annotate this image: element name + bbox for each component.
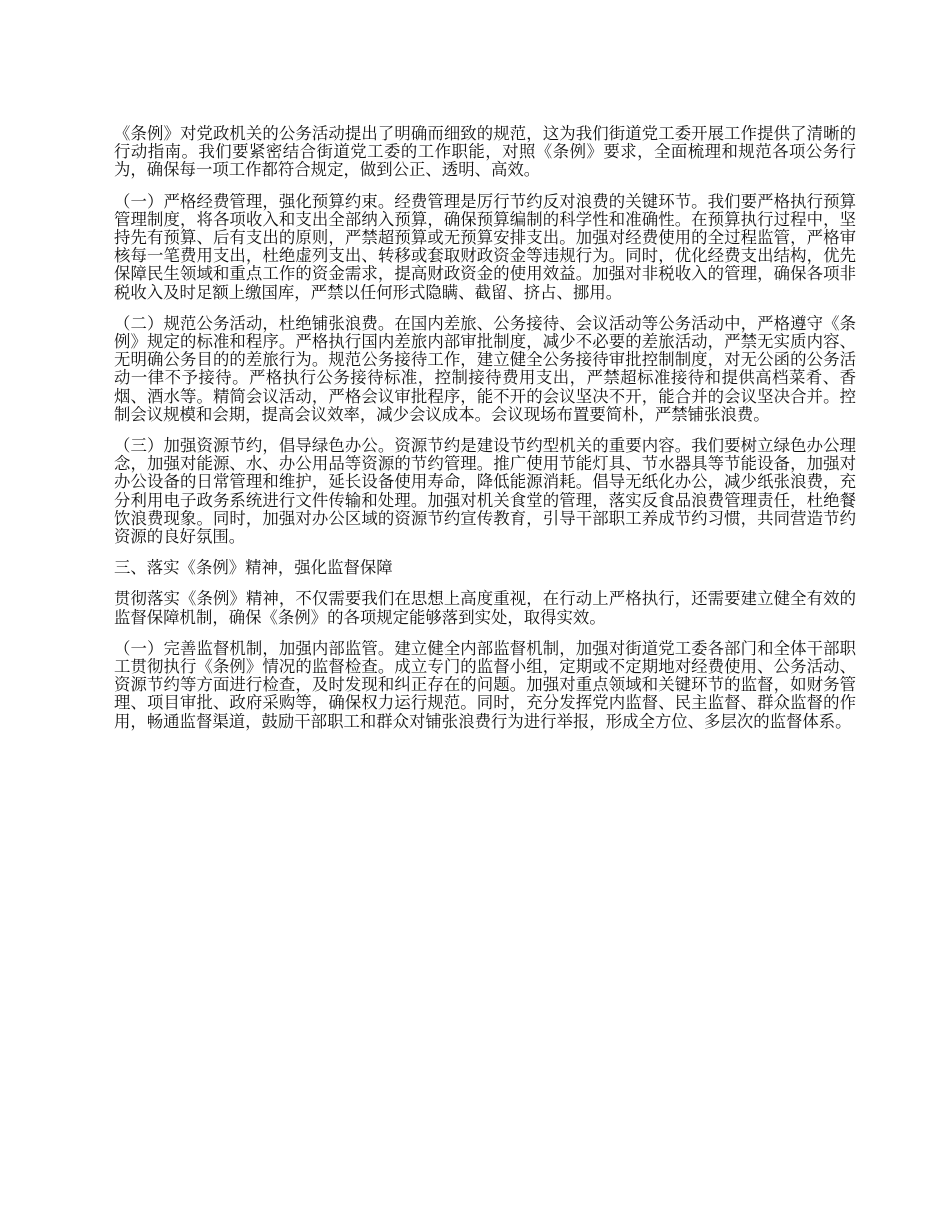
intro-paragraph: 《条例》对党政机关的公务活动提出了明确而细致的规范，这为我们街道党工委开展工作提供了清晰的行动指南。我们要紧密结合街道党工委的工作职能，对照《条例》要求，全面梳理和规范各项公务行为，确保每一项工作都符合规定，做到公正、透明、高效。: [114, 124, 856, 180]
document-page: [114, 125, 856, 744]
section-resource-saving-paragraph: （三）加强资源节约，倡导绿色办公。资源节约是建设节约型机关的重要内容。我们要树立绿色办公理念，加强对能源、水、办公用品等资源的节约管理。推广使用节能灯具、节水器具等节能设备，加强对办公设备的日常管理和维护，延长设备使用寿命，降低能源消耗。倡导无纸化办公，减少纸张浪费，充分利用电子政务系统进行文件传输和处理。加强对机关食堂的管理，落实反食品浪费管理责任，杜绝餐饮浪费现象。同时，加强对办公区域的资源节约宣传教育，引导干部职工养成节约习惯，共同营造节约资源的良好氛围。: [114, 436, 856, 547]
section-funding-paragraph: （一）严格经费管理，强化预算约束。经费管理是厉行节约反对浪费的关键环节。我们要严格执行预算管理制度，将各项收入和支出全部纳入预算，确保预算编制的科学性和准确性。在预算执行过程中，坚持先有预算、后有支出的原则，严禁超预算或无预算安排支出。加强对经费使用的全过程监管，严格审核每一笔费用支出，杜绝虚列支出、转移或套取财政资金等违规行为。同时，优化经费支出结构，优先保障民生领域和重点工作的资金需求，提高财政资金的使用效益。加强对非税收入的管理，确保各项非税收入及时足额上缴国库，严禁以任何形式隐瞒、截留、挤占、挪用。: [114, 191, 856, 302]
section-heading-supervision: 三、落实《条例》精神，强化监督保障: [114, 558, 393, 578]
section-internal-supervision-paragraph: （一）完善监督机制，加强内部监管。建立健全内部监督机制，加强对街道党工委各部门和全体干部职工贯彻执行《条例》情况的监督检查。成立专门的监督小组，定期或不定期地对经费使用、公务活动、资源节约等方面进行检查，及时发现和纠正存在的问题。加强对重点领域和关键环节的监督，如财务管理、项目审批、政府采购等，确保权力运行规范。同时，充分发挥党内监督、民主监督、群众监督的作用，畅通监督渠道，鼓励干部职工和群众对铺张浪费行为进行举报，形成全方位、多层次的监督体系。: [114, 638, 856, 731]
section-official-activities-paragraph: （二）规范公务活动，杜绝铺张浪费。在国内差旅、公务接待、会议活动等公务活动中，严格遵守《条例》规定的标准和程序。严格执行国内差旅内部审批制度，减少不必要的差旅活动，严禁无实质内容、无明确公务目的的差旅行为。规范公务接待工作，建立健全公务接待审批控制制度，对无公函的公务活动一律不予接待。严格执行公务接待标准，控制接待费用支出，严禁超标准接待和提供高档菜肴、香烟、酒水等。精简会议活动，严格会议审批程序，能不开的会议坚决不开，能合并的会议坚决合并。控制会议规模和会期，提高会议效率，减少会议成本。会议现场布置要简朴，严禁铺张浪费。: [114, 313, 856, 424]
supervision-intro-paragraph: 贯彻落实《条例》精神，不仅需要我们在思想上高度重视，在行动上严格执行，还需要建立健全有效的监督保障机制，确保《条例》的各项规定能够落到实处，取得实效。: [114, 589, 856, 627]
